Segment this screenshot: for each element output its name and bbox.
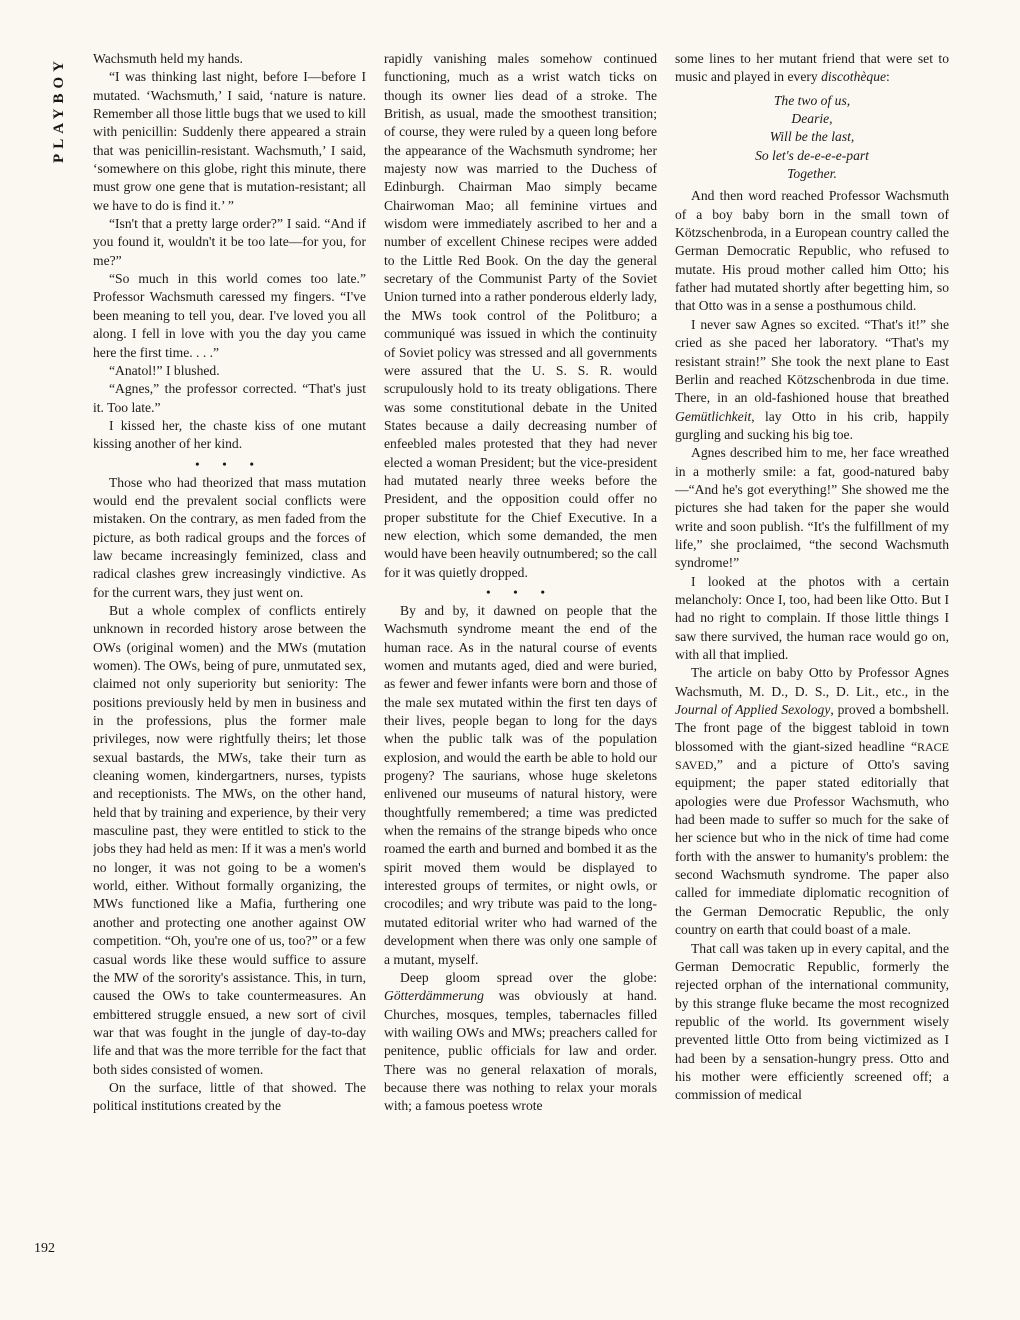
italic-term: discothèque: [821, 69, 887, 85]
text-run: some lines to her mutant friend that were set to music and played in every: [675, 51, 949, 85]
text-run: ,” and a picture of Otto's saving equipment; the paper stated editorially that apologies were due Professor Wachsmuth, who had been made to suffer so much for the sake of her science but who in the nick of time had come forth with the answer to humanity's problem: the second Wachsmuth syndrome. The paper also called for immediate diplomatic recognition of the German Democratic Republic, the only country on earth that could boast of a male.: [675, 757, 949, 938]
paragraph: Those who had theorized that mass mutation would end the prevalent social conflicts were mistaken. On the contrary, as men faded from the picture, as both radical groups and the forces of law became increasingly feminized, class and radical clashes grew increasingly vindictive. As for the current wars, they just went on.: [93, 474, 366, 600]
section-separator: • • •: [195, 456, 264, 471]
page-number: 192: [34, 1241, 55, 1256]
italic-term: Götterdämmerung: [384, 988, 484, 1004]
paragraph: Agnes described him to me, her face wreathed in a motherly smile: a fat, good-natured baby—“And he's got everything!” She showed me the pictures she had taken for the paper she would write and soon publish. “It's the fulfillment of my life,” she proclaimed, “the second Wachsmuth syndrome!”: [675, 445, 949, 571]
paragraph: I kissed her, the chaste kiss of one mutant kissing another of her kind.: [93, 417, 366, 452]
poem-line: Dearie,: [791, 111, 833, 127]
text-run: The article on baby Otto by Professor Agnes Wachsmuth, M. D., D. S., D. Lit., etc., in the: [675, 665, 949, 699]
paragraph: [675, 664, 949, 939]
section-separator: • • •: [486, 584, 555, 599]
text-run: , lay Otto in his crib, happily gurgling and sucking his big toe.: [675, 408, 949, 442]
paragraph: And then word reached Professor Wachsmuth of a boy baby born in the small town of Kötzschenbroda, in a European country called the German Democratic Republic, who refused to mutate. His proud mother called him Otto; his father had mutated shortly after begetting him, so that Otto was in a sense a posthumous child.: [675, 188, 949, 314]
paragraph: On the surface, little of that showed. The political institutions created by the: [93, 1079, 366, 1114]
paragraph: “So much in this world comes too late.” Professor Wachsmuth caressed my fingers. “I've been meaning to tell you, dear. I've loved you all along. I fell in love with you the day you came here the first time. . . .”: [93, 271, 366, 360]
paragraph: [675, 50, 949, 87]
text-column-3: [675, 50, 949, 1260]
paragraph: [384, 969, 657, 1116]
paragraph: “Anatol!” I blushed.: [109, 362, 220, 378]
paragraph: “I was thinking last night, before I—before I mutated. ‘Wachsmuth,’ I said, ‘nature is nature. Remember all those little bugs that we used to kill with penicillin: Suddenly there appeared a strain that was penicillin-resistant. Wachsmuth,’ I said, ‘somewhere on this globe, right this minute, there must grow one gene that is mutation-resistant; all we have to do is find it.’ ”: [93, 69, 366, 213]
paragraph: rapidly vanishing males somehow continued functioning, much as a wrist watch ticks on though its owner lies dead of a stroke. The British, as usual, made the smoothest transition; of course, they were ruled by a queen long before the appearance of the Wachsmuth syndrome; her majesty now was married to the Duchess of Edinburgh. Chairman Mao simply became Chairwoman Mao; all feminine virtues and wisdom were immediately ascribed to her and a number of excellent Chinese recipes were added to the Little Red Book. On the day the general secretary of the Communist Party of the Soviet Union turned into a rather ponderous elderly lady, the MWs took control of the Politburo; a communiqué was issued in which the continuity of Soviet policy was stressed and all governments were assured that the U. S. S. R. would scrupulously hold to its treaty obligations. There was some constitutional debate in the United States because a daily decreasing number of enfeebled males protested that they had never elected a woman President; but the vice-president had mutated nearly three weeks before the President, and the opposition could offer no proper substitute for the Chief Executive. In a new election, which some demanded, the men would have been heavily outnumbered; so the call for it was quietly dropped.: [384, 51, 657, 580]
text-column-2: [384, 50, 657, 1260]
paragraph: But a whole complex of conflicts entirely unknown in recorded history arose between the OWs (original women) and the MWs (mutation women). The OWs, being of pure, unmutated sex, claimed not only superiority but seniority: The positions previously held by men in business and in the professions, plus the former male privileges, now were rightfully theirs; let those sexual bastards, the MWs, take their turn as cleaning women, kindergartners, nurses, typists and receptionists. The MWs, on the other hand, held that by training and experience, by their very masculine past, they were entitled to stick to the jobs they had held as men: If it was a men's world no longer, it was not going to be a women's world, either. Without formally organizing, the MWs functioned like a Mafia, furthering one another and protecting one another against OW competition. “Oh, you're one of us, too?” or a few casual words like these would suffice to assure the MW of the sorority's assistance. This, in turn, caused the OWs to take countermeasures. An embittered struggle ensued, a new sort of civil war that was fought in the jungle of day-to-day life and that was the more terrible for the fact that both sides consisted of women.: [93, 602, 366, 1077]
poem-line: Together.: [787, 166, 837, 182]
paragraph: “Agnes,” the professor corrected. “That's just it. Too late.”: [93, 381, 366, 415]
playboy-masthead: [48, 56, 70, 163]
paragraph: I looked at the photos with a certain melancholy: Once I, too, had been like Otto. But I had no right to complain. If those little things I saw there survived, the human race would go on, with all that implied.: [675, 573, 949, 662]
poem-line: Will be the last,: [769, 129, 855, 145]
poem-line: So let's de-e-e-e-part: [755, 147, 869, 163]
poem-line: The two of us,: [773, 92, 851, 108]
masthead-letters: PLAYBOY: [51, 56, 67, 163]
text-run: I never saw Agnes so excited. “That's it!” she cried as she paced her laboratory. “That's my resistant strain!” She took the next plane to East Berlin and reached Kötzschenbroda in due time. There, in an old-fashioned house that breathed: [675, 316, 949, 406]
paragraph: “Isn't that a pretty large order?” I said. “And if you found it, wouldn't it be too late—for you, for me?”: [93, 216, 366, 268]
text-run: :: [886, 69, 890, 85]
text-run: , proved a bombshell. The front page of the biggest tabloid in town blossomed with the giant-sized headline “: [675, 702, 949, 754]
text-run: was obviously at hand. Churches, mosques, temples, tabernacles filled with wailing OWs and MWs; preachers called for penitence, public officials for law and order. There was no general relaxation of morals, because there was nothing to relax your morals with; a famous poetess wrote: [384, 988, 657, 1114]
poem: [675, 92, 949, 184]
journal-title: Journal of Applied Sexology: [675, 702, 831, 718]
italic-term: Gemütlichkeit: [675, 408, 752, 424]
paragraph: Wachsmuth held my hands.: [93, 51, 243, 66]
paragraph: By and by, it dawned on people that the Wachsmuth syndrome meant the end of the human race. As in the natural course of events women and mutants aged, died and were buried, as fewer and fewer infants were born and those of the male sex mutated within the first ten days of their lives, people began to long for the days when the public talk was of the population explosion, and would the earth be able to hold our progeny? The saurians, whose huge skeletons enlivened our museums of natural history, were thoughtfully remembered; a time was predicted when the remains of the strange bipeds who once roamed the earth and burned and bombed it as the spirit moved them would be displayed to interested groups of termites, or night owls, or crocodiles; and wry tribute was paid to the long-mutated editorial writer who had warned of the development when there was only one sample of a mutant, myself.: [384, 602, 657, 967]
paragraph: That call was taken up in every capital, and the German Democratic Republic, formerly the rejected orphan of the international community, by this strange fluke became the most recognized republic of the world. Its government wisely prevented little Otto from being victimized as I had been by a sensation-hungry press. Otto and his mother were efficiently screened off; a commission of medical: [675, 940, 949, 1103]
paragraph: [675, 316, 949, 444]
text-column-1: [93, 50, 366, 1260]
text-run: Deep gloom spread over the globe:: [400, 969, 657, 985]
headline-text: RACE SAVED: [675, 739, 949, 773]
